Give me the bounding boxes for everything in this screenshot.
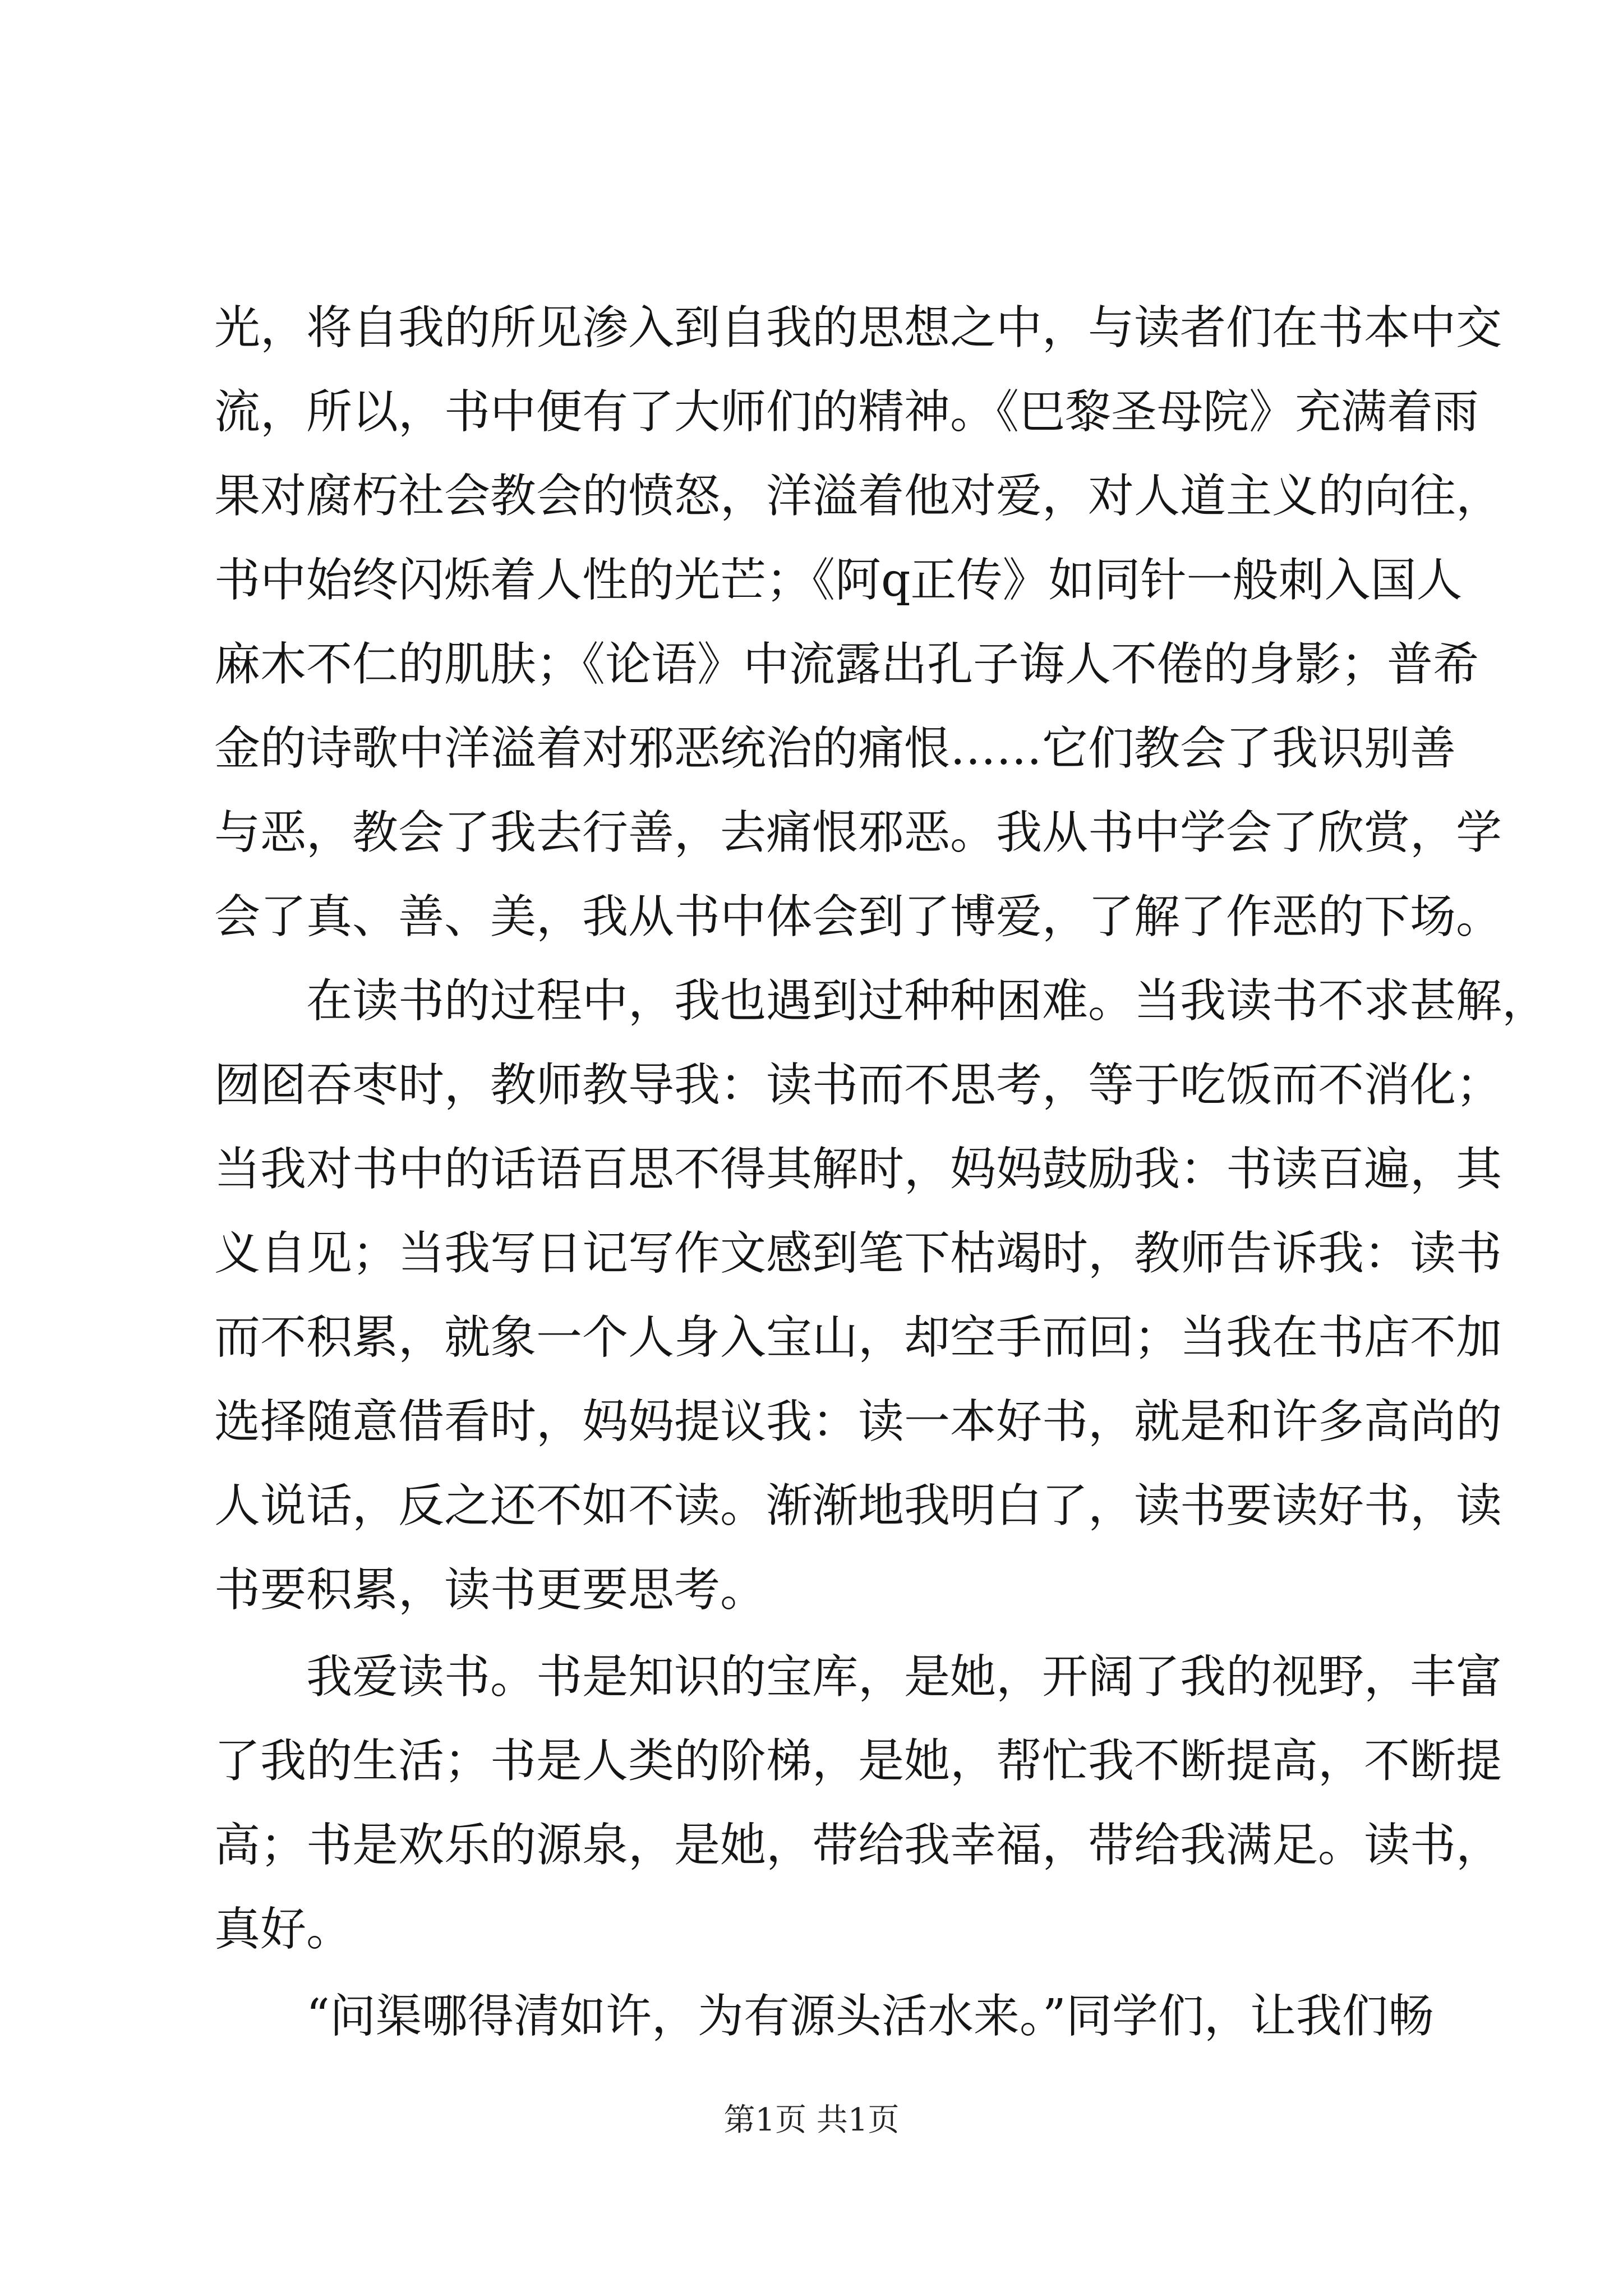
text-line: 与恶，教会了我去行善，去痛恨邪恶。我从书中学会了欣赏，学 (214, 806, 1502, 859)
text-line: 义自见；当我写日记写作文感到笔下枯竭时，教师告诉我：读书 (214, 1227, 1502, 1280)
text-line: 麻木不仁的肌肤；《论语》中流露出孔子诲人不倦的身影；普希 (214, 638, 1479, 691)
text-line: 会了真、善、美，我从书中体会到了博爱，了解了作恶的下场。 (214, 890, 1502, 944)
text-line: 书中始终闪烁着人性的光芒；《阿q正传》如同针一般刺入国人 (214, 554, 1463, 607)
text-line: 果对腐朽社会教会的愤怒，洋溢着他对爱，对人道主义的向往， (214, 470, 1502, 523)
text-line: 而不积累，就象一个人身入宝山，却空手而回；当我在书店不加 (214, 1311, 1502, 1364)
text-line: 我爱读书。书是知识的宝库，是她，开阔了我的视野，丰富 (306, 1650, 1502, 1704)
text-line: 光，将自我的所见渗入到自我的思想之中，与读者们在书本中交 (214, 301, 1502, 355)
text-line: 流，所以，书中便有了大师们的精神。《巴黎圣母院》充满着雨 (214, 385, 1479, 439)
text-line: 真好。 (214, 1903, 353, 1956)
text-line: 书要积累，读书更要思考。 (214, 1563, 767, 1617)
text-line: 高；书是欢乐的源泉，是她，带给我幸福，带给我满足。读书， (214, 1819, 1502, 1872)
text-line: 选择随意借看时，妈妈提议我：读一本好书，就是和许多高尚的 (214, 1395, 1502, 1448)
text-line: 在读书的过程中，我也遇到过种种困难。当我读书不求甚解， (306, 974, 1548, 1028)
text-line: “问渠哪得清如许，为有源头活水来。”同学们，让我们畅 (306, 1990, 1434, 2043)
text-line: 金的诗歌中洋溢着对邪恶统治的痛恨……它们教会了我识别善 (214, 722, 1456, 775)
page-footer: 第1页 共1页 (723, 2102, 900, 2138)
text-line: 当我对书中的话语百思不得其解时，妈妈鼓励我：书读百遍，其 (214, 1143, 1502, 1196)
text-line: 了我的生活；书是人类的阶梯，是她，帮忙我不断提高，不断提 (214, 1734, 1502, 1788)
text-line: 人说话，反之还不如不读。渐渐地我明白了，读书要读好书，读 (214, 1479, 1502, 1533)
text-line: 囫囵吞枣时，教师教导我：读书而不思考，等于吃饭而不消化； (214, 1059, 1502, 1112)
